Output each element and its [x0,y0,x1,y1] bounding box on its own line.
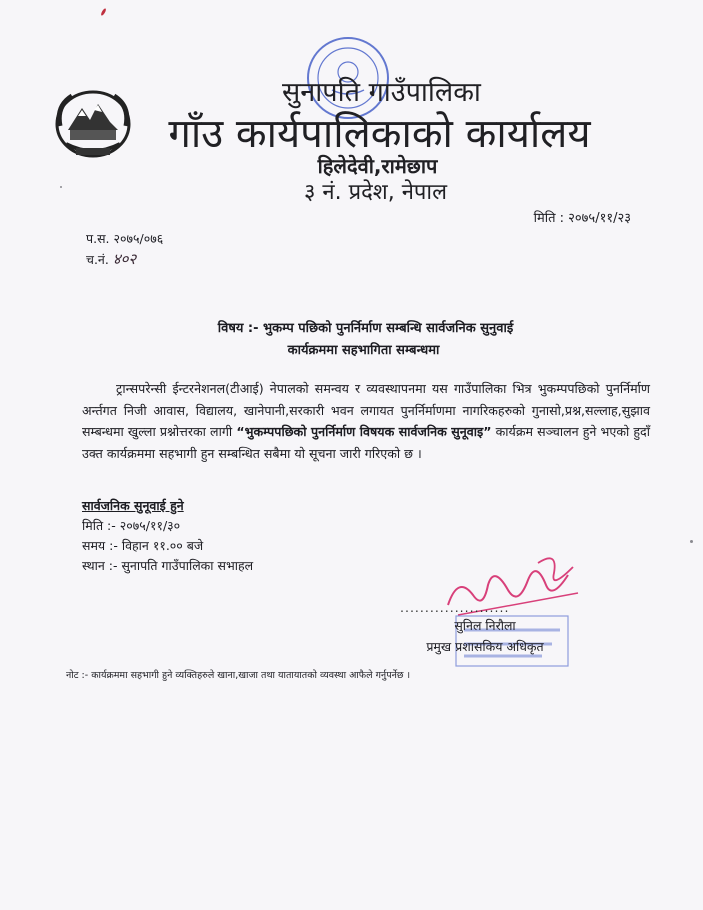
signatory-name: सुनिल निरौला [454,618,516,633]
patra-sankhya [86,230,163,247]
signature-dots: ...................... [400,600,510,615]
office-title: गाँउ कार्यपालिकाको कार्यालय [168,111,591,157]
office-address: हिलेदेवी,रामेछाप [317,154,438,178]
dust-speck [60,186,62,188]
hearing-time: समय :- विहान ११.०० बजे [82,538,204,553]
program-title: “भुकम्पपछिको पुनर्निर्माण विषयक सार्वजनिक सुनूवाइ” [236,424,492,439]
hearing-title: सार्वजनिक सुनूवाई हुने [82,498,184,513]
body-part-2: कार्यक्रम सञ्चालन हुने भएको हुदाँ उक्त कार्यक्रममा सहभागी हुन सम्बन्धित सबैमा यो सूचना जारी गरिएको छ । [82,424,650,461]
signatory-block [400,600,570,655]
chalani-number [86,249,136,269]
letter-date [534,208,631,226]
date-value: २०७५/११/२३ [568,211,631,226]
subject-line-1: विषय :- भुकम्प पछिको पुनर्निर्माण सम्बन्धि सार्वजनिक सुनुवाई [217,321,514,336]
date-label: मिति : [533,211,565,226]
cn-label: च.नं. [86,252,109,267]
province-line: ३ नं. प्रदेश, नेपाल [303,180,448,205]
ps-label: प.स. [86,231,110,246]
dust-speck [690,540,693,543]
footnote: नोट :- कार्यक्रममा सहभागी हुने व्यक्तिहरुले खाना,खाजा तथा यातायातको व्यवस्था आफैले गर्नुपर्नेछ । [66,670,411,681]
ink-mark [100,8,107,16]
hearing-date: मिति :- २०७५/११/३० [82,518,181,533]
hearing-place: स्थान :- सुनापति गाउँपालिका सभाहल [82,558,254,573]
subject-line-2: कार्यक्रममा सहभागिता सम्बन्धमा [287,343,440,358]
body-part-1: ट्रान्सपरेन्सी ईन्टरनेशनल(टीआई) नेपालको समन्वय र व्यवस्थापनमा यस गाउँपालिका भित्र भुकम्पपछिको पुनर्निर्माण अर्न्तगत निजी आवास, विद्यालय, खानेपानी,सरकारी भवन लगायत पुनर्निर्माणमा नागरिकहरुको गुनासो,प्रश्न,सल्लाह,सुझाव सम्बन्धमा खुल्ला प्रश्नोत्तरका लागी [82,381,650,439]
signatory-title: प्रमुख प्रशासकिय अधिकृत [426,639,544,654]
municipality-name: सुनापति गाउँपालिका [282,77,481,108]
cn-value: ४०२ [112,250,137,268]
notice-body [82,378,650,464]
ps-value: २०७५/०७६ [113,231,164,246]
hearing-details [82,496,253,576]
